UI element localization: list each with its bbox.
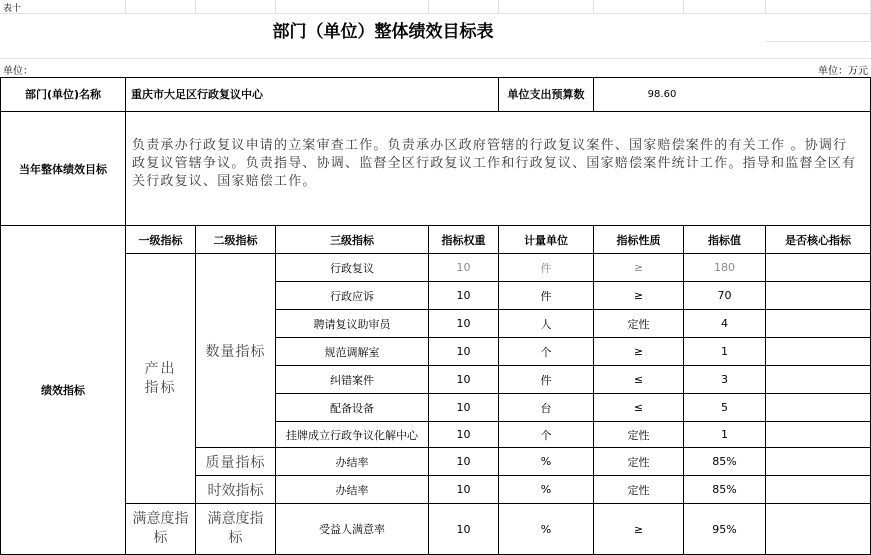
row-1-weight: 10 xyxy=(429,254,499,282)
row-1-unit: 件 xyxy=(499,254,594,282)
row-4-weight: 10 xyxy=(429,338,499,366)
sheet-label: 表十 xyxy=(3,4,22,14)
level2-satisfaction: 满意度指标 xyxy=(196,504,276,555)
level2-quality: 质量指标 xyxy=(196,448,276,476)
row-5-name: 纠错案件 xyxy=(276,366,429,394)
row-3-nature: 定性 xyxy=(594,310,684,338)
goal-label: 当年整体绩效目标 xyxy=(0,112,126,226)
row-7-core xyxy=(766,422,871,448)
row-5-core xyxy=(766,366,871,394)
row-2-unit: 件 xyxy=(499,282,594,310)
row-9-weight: 10 xyxy=(429,476,499,504)
row-1-nature: ≥ xyxy=(594,254,684,282)
dept-name-label: 部门(单位)名称 xyxy=(0,77,126,112)
row-8-name: 办结率 xyxy=(276,448,429,476)
row-2-nature: ≥ xyxy=(594,282,684,310)
row-10-value: 95% xyxy=(684,504,766,555)
row-9-name: 办结率 xyxy=(276,476,429,504)
row-10-unit: % xyxy=(499,504,594,555)
goal-text: 负责承办行政复议申请的立案审查工作。负责承办区政府管辖的行政复议案件、国家赔偿案件的有关工作 。协调行政复议管辖争议。负责指导、协调、监督全区行政复议工作和行政复议、国家赔偿案件统计工作。指导和监督全区有关行政复议、国家赔偿工作。 xyxy=(126,112,871,226)
level2-timeliness: 时效指标 xyxy=(196,476,276,504)
level1-output: 产出指标 xyxy=(126,254,196,504)
row-3-name: 聘请复议助审员 xyxy=(276,310,429,338)
page-title: 部门（单位）整体绩效目标表 xyxy=(272,22,494,42)
row-10-nature: ≥ xyxy=(594,504,684,555)
row-2-name: 行政应诉 xyxy=(276,282,429,310)
level1-satisfaction: 满意度指标 xyxy=(126,504,196,555)
row-4-core xyxy=(766,338,871,366)
row-2-value: 70 xyxy=(684,282,766,310)
budget-value: 98.60 xyxy=(594,77,871,112)
row-6-core xyxy=(766,394,871,422)
row-6-weight: 10 xyxy=(429,394,499,422)
row-5-weight: 10 xyxy=(429,366,499,394)
row-7-name: 挂牌成立行政争议化解中心 xyxy=(276,422,429,448)
row-9-value: 85% xyxy=(684,476,766,504)
budget-label: 单位支出预算数 xyxy=(499,77,594,112)
row-8-nature: 定性 xyxy=(594,448,684,476)
row-3-unit: 人 xyxy=(499,310,594,338)
header-level1: 一级指标 xyxy=(126,226,196,254)
row-7-weight: 10 xyxy=(429,422,499,448)
row-2-core xyxy=(766,282,871,310)
dept-name-value: 重庆市大足区行政复议中心 xyxy=(126,77,499,112)
row-9-core xyxy=(766,476,871,504)
row-4-value: 1 xyxy=(684,338,766,366)
row-10-weight: 10 xyxy=(429,504,499,555)
row-5-value: 3 xyxy=(684,366,766,394)
header-weight: 指标权重 xyxy=(429,226,499,254)
row-6-name: 配备设备 xyxy=(276,394,429,422)
row-7-value: 1 xyxy=(684,422,766,448)
row-3-value: 4 xyxy=(684,310,766,338)
row-6-value: 5 xyxy=(684,394,766,422)
header-level3: 三级指标 xyxy=(276,226,429,254)
row-1-core xyxy=(766,254,871,282)
header-value: 指标值 xyxy=(684,226,766,254)
indicator-label: 绩效指标 xyxy=(0,226,126,555)
row-1-name: 行政复议 xyxy=(276,254,429,282)
row-8-weight: 10 xyxy=(429,448,499,476)
row-9-nature: 定性 xyxy=(594,476,684,504)
header-nature: 指标性质 xyxy=(594,226,684,254)
row-2-weight: 10 xyxy=(429,282,499,310)
row-5-nature: ≤ xyxy=(594,366,684,394)
unit-right-label: 单位：万元 xyxy=(818,66,868,77)
row-8-core xyxy=(766,448,871,476)
header-level2: 二级指标 xyxy=(196,226,276,254)
row-7-nature: 定性 xyxy=(594,422,684,448)
row-3-core xyxy=(766,310,871,338)
row-10-core xyxy=(766,504,871,555)
row-9-unit: % xyxy=(499,476,594,504)
row-4-name: 规范调解室 xyxy=(276,338,429,366)
row-7-unit: 个 xyxy=(499,422,594,448)
row-4-nature: ≥ xyxy=(594,338,684,366)
row-8-unit: % xyxy=(499,448,594,476)
header-core: 是否核心指标 xyxy=(766,226,871,254)
row-1-value: 180 xyxy=(684,254,766,282)
row-6-nature: ≤ xyxy=(594,394,684,422)
level2-quantity: 数量指标 xyxy=(196,254,276,448)
row-10-name: 受益人满意率 xyxy=(276,504,429,555)
row-3-weight: 10 xyxy=(429,310,499,338)
unit-left-label: 单位： xyxy=(3,66,33,77)
row-8-value: 85% xyxy=(684,448,766,476)
row-5-unit: 件 xyxy=(499,366,594,394)
header-unit: 计量单位 xyxy=(499,226,594,254)
row-6-unit: 台 xyxy=(499,394,594,422)
row-4-unit: 个 xyxy=(499,338,594,366)
